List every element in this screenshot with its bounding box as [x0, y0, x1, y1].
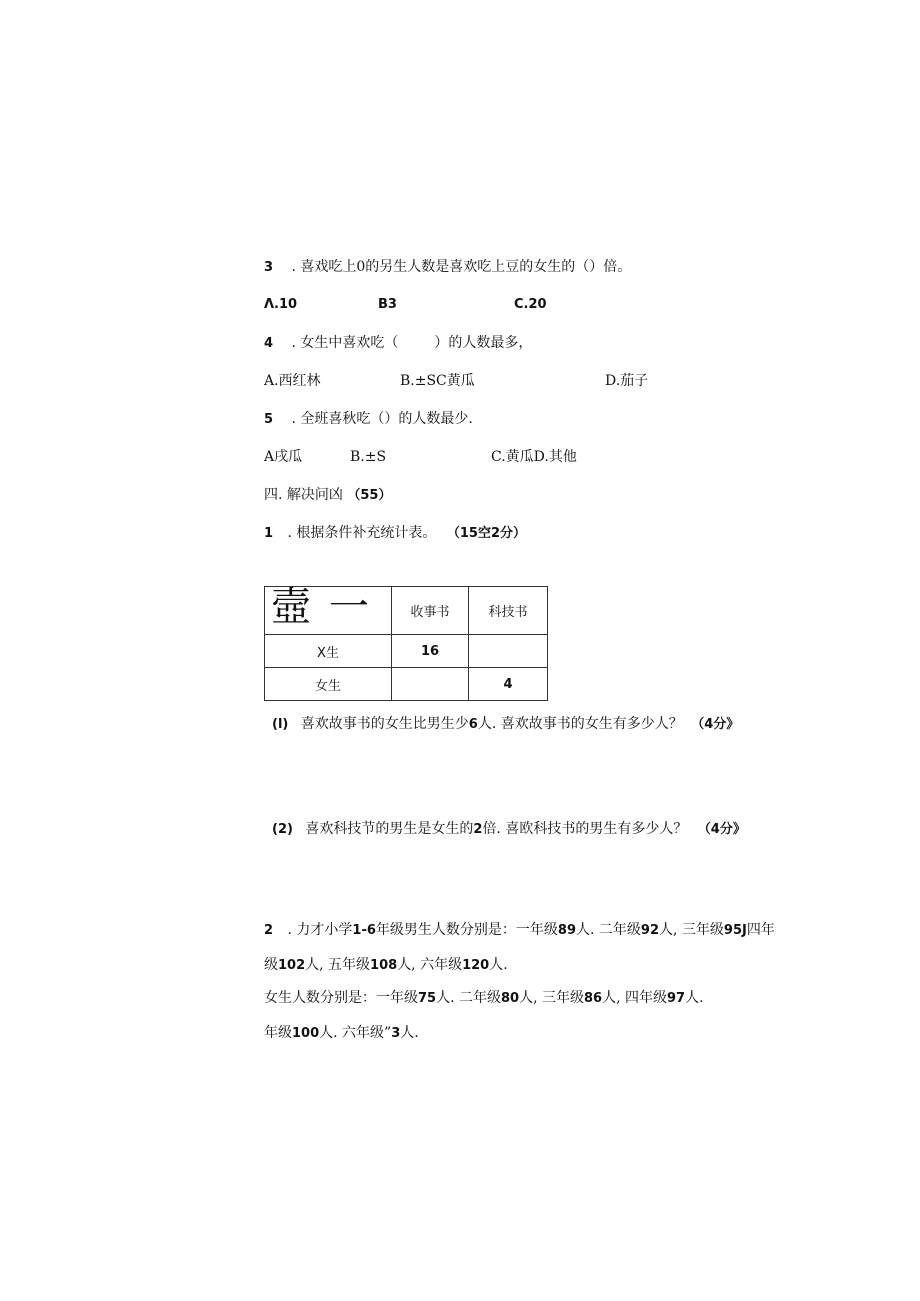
option-b: B.±SC黄瓜 — [400, 373, 475, 389]
table-row — [265, 668, 548, 701]
number: 75 — [418, 991, 437, 1006]
question-3 — [264, 258, 631, 277]
sub-question-score: （4分》 — [697, 822, 746, 837]
question-5 — [264, 410, 473, 429]
text: 年级男生人数分别是：一年级 — [375, 922, 558, 938]
sub-question-number: (2) — [272, 822, 293, 837]
option-a: A.西红林 — [264, 373, 321, 389]
question-text: . 喜戏吃上0的另生人数是喜欢吃上豆的女生的（）倍。 — [291, 259, 632, 275]
text: 人, 三年级 — [519, 990, 584, 1006]
section-score: （55） — [347, 488, 392, 503]
number: 92 — [640, 923, 659, 938]
problem-number: 2 — [264, 923, 274, 938]
number: 1-6 — [352, 923, 376, 938]
question-number: 3 — [264, 260, 274, 275]
option-a: A戌瓜 — [264, 449, 303, 465]
sub-question-score: （4分》 — [691, 717, 740, 732]
text: 人, 六年级 — [397, 957, 463, 973]
table-cell: 4 — [469, 668, 548, 701]
number: 108 — [370, 958, 398, 973]
problem-number: 1 — [264, 526, 274, 541]
number: 3 — [391, 1026, 401, 1041]
text: 人. 二年级 — [436, 990, 501, 1006]
text: 四年 — [746, 922, 775, 938]
problem-2-line-2 — [264, 956, 508, 975]
question-number: 5 — [264, 412, 274, 427]
number: 120 — [462, 958, 490, 973]
number: 95J — [723, 923, 747, 938]
sub-question-text-b: 倍. 喜欧科技书的男生有多少人？ — [482, 821, 688, 837]
row-label: 女生 — [265, 668, 392, 701]
question-text-b: ）的人数最多， — [434, 335, 533, 351]
number: 100 — [292, 1026, 320, 1041]
text: 人. 六年级” — [319, 1025, 392, 1041]
text: 人, 四年级 — [602, 990, 667, 1006]
option-c: C.20 — [514, 297, 547, 312]
table-cell — [392, 668, 469, 701]
problem-text: . 根据条件补充统计表。 — [287, 525, 437, 541]
option-b: B.±S — [350, 449, 387, 465]
text: 人. — [489, 957, 508, 973]
table-cell — [469, 635, 548, 668]
sub-question-number-value: 2 — [473, 822, 483, 837]
number: 86 — [584, 991, 603, 1006]
sub-question-text-a: 喜欢科技节的男生是女生的 — [305, 821, 474, 837]
sub-question-2 — [272, 820, 746, 839]
problem-score: （15空2分） — [446, 526, 526, 541]
sub-question-text-a: 喜欢故事书的女生比男生少 — [300, 716, 469, 732]
sub-question-number: (l) — [272, 717, 289, 732]
text: 级 — [264, 957, 278, 973]
column-header: 收事书 — [392, 587, 469, 635]
text: 人, 五年级 — [305, 957, 371, 973]
problem-1 — [264, 524, 526, 543]
number: 89 — [557, 923, 576, 938]
question-text: . 全班喜秋吃（）的人数最少. — [291, 411, 473, 427]
statistics-table — [264, 586, 548, 701]
option-c-d: C.黄瓜D.其他 — [491, 449, 577, 465]
column-header: 科技书 — [469, 587, 548, 635]
text: . 力才小学 — [287, 922, 353, 938]
question-text-a: . 女生中喜欢吃（ — [291, 335, 399, 351]
text: 人. 二年级 — [576, 922, 641, 938]
text: 人. — [400, 1025, 419, 1041]
text: 人, 三年级 — [659, 922, 724, 938]
table-cell: 16 — [392, 635, 469, 668]
number: 97 — [667, 991, 686, 1006]
table-row — [265, 635, 548, 668]
option-d: D.茄子 — [605, 373, 649, 389]
text: 人. — [685, 990, 704, 1006]
text: 年级 — [264, 1025, 292, 1041]
problem-2-line-4 — [264, 1024, 419, 1043]
sub-question-text-b: 人. 喜欢故事书的女生有多少人？ — [477, 716, 683, 732]
option-a: Λ.10 — [264, 297, 298, 312]
option-b: B3 — [378, 297, 397, 312]
question-4 — [264, 334, 532, 353]
section-title: 四. 解决问凶 — [264, 487, 343, 503]
number: 80 — [501, 991, 520, 1006]
section-heading — [264, 486, 391, 505]
text: 女生人数分别是：一年级 — [264, 990, 418, 1006]
row-label: X生 — [265, 635, 392, 668]
table-corner — [265, 587, 392, 635]
sub-question-number-value: 6 — [468, 717, 478, 732]
table-corner-glyph: 壼一 — [271, 587, 387, 630]
problem-2-line-3 — [264, 989, 704, 1008]
question-number: 4 — [264, 336, 274, 351]
number: 102 — [278, 958, 306, 973]
problem-2-line-1 — [264, 921, 775, 940]
sub-question-1 — [272, 715, 739, 734]
